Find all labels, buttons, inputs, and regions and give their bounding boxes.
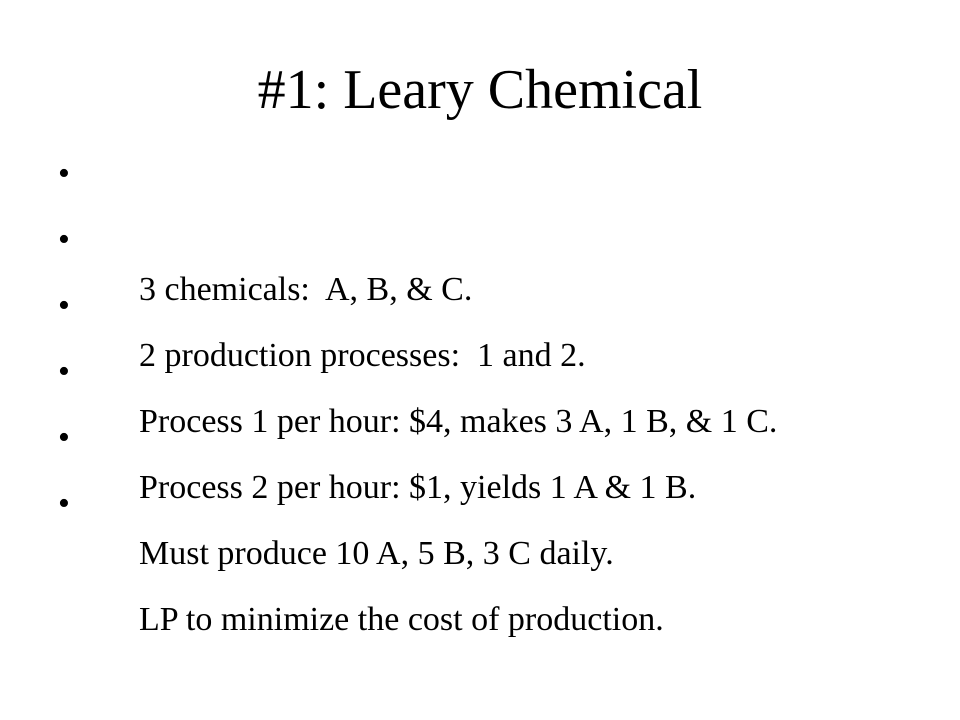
bullet-dot-icon: • <box>58 287 70 324</box>
bullet-text-4: Process 2 per hour: $1, yields 1 A & 1 B. <box>139 469 697 506</box>
bullet-item-1 <box>58 145 938 308</box>
bullet-text-6: LP to minimize the cost of production. <box>139 601 664 638</box>
bullet-dot-icon: • <box>58 221 70 258</box>
slide-title: #1: Leary Chemical <box>257 59 703 121</box>
bullet-text-5: Must produce 10 A, 5 B, 3 C daily. <box>139 535 614 572</box>
bullet-dot-icon: • <box>58 155 70 192</box>
bullet-text-1: 3 chemicals: A, B, & C. <box>139 271 473 308</box>
bullet-text-2: 2 production processes: 1 and 2. <box>139 337 586 374</box>
bullet-list <box>58 145 938 638</box>
bullet-dot-icon: • <box>58 485 70 522</box>
bullet-dot-icon: • <box>58 353 70 390</box>
bullet-text-3: Process 1 per hour: $4, makes 3 A, 1 B, & 1 C. <box>139 403 778 440</box>
bullet-dot-icon: • <box>58 419 70 456</box>
